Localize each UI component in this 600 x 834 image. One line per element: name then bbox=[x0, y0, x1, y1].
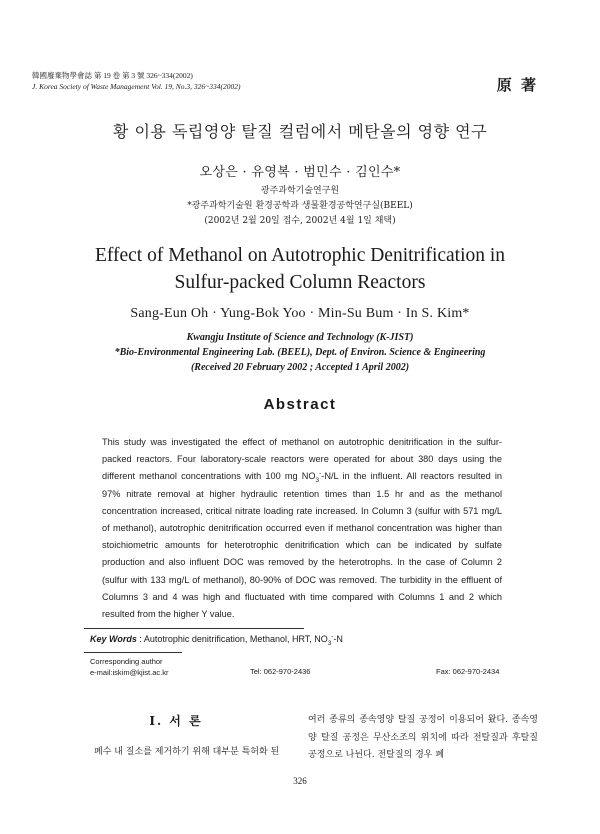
abstract-text-part-1: This study was investigated the effect of methanol on autotrophic denitrification in the sulfur-packed reactors. Four laboratory-scale reactors were operated for about 380 days using the different methanol concentrations with 100 mg NO bbox=[102, 437, 502, 482]
keywords-subscript: 3 bbox=[327, 639, 332, 647]
english-affiliations bbox=[0, 330, 600, 375]
korean-received: (2002년 2월 20일 접수, 2002년 4월 1일 채택) bbox=[204, 216, 396, 226]
english-title-line-2: Sulfur-packed Column Reactors bbox=[174, 272, 426, 293]
corresponding-fax: Fax: 062-970-2434 bbox=[436, 667, 500, 676]
keywords-superscript: - bbox=[331, 633, 334, 640]
abstract-heading: Abstract bbox=[263, 396, 337, 413]
english-authors: Sang-Eun Oh · Yung-Bok Yoo · Min-Su Bum · In S. Kim* bbox=[130, 306, 470, 321]
corresponding-tel: Tel: 062-970-2436 bbox=[250, 667, 311, 676]
english-title-line-1: Effect of Methanol on Autotrophic Denitrification in bbox=[94, 245, 506, 266]
korean-affiliation-1: 광주과학기술연구원 bbox=[260, 186, 340, 196]
abstract-body bbox=[102, 434, 502, 623]
korean-affiliations bbox=[0, 184, 600, 229]
section-1-left-column: 폐수 내 질소를 제거하기 위해 대부분 특허화 된 bbox=[94, 747, 280, 757]
english-affiliation-1: Kwangju Institute of Science and Technology (K-JIST) bbox=[186, 332, 414, 343]
english-affiliation-2: *Bio-Environmental Engineering Lab. (BEEL), Dept. of Environ. Science & Engineering bbox=[114, 347, 486, 358]
korean-authors: 오상은 · 유영복 · 범민수 · 김인수* bbox=[199, 165, 401, 180]
section-1-heading: Ⅰ. 서 론 bbox=[149, 714, 203, 728]
korean-title: 황 이용 독립영양 탈질 컬럼에서 메탄올의 영향 연구 bbox=[112, 122, 488, 141]
abstract-text-part-2: -N/L in the influent. All reactors resulted in 97% nitrate removal at higher hydraulic retention times than 1.5 hr and as the methanol concentration increased, critical nitrate loading rate increased. In Column 3 (sulfur with 571 mg/L of methanol), autotrophic denitrification occurred even if methanol concentration was higher than stoichiometric amounts for heterotrophic denitrification which can be indicated by sulfate production and also influent DOC was removed by the heterotrophs. In the case of Column 2 (sulfur with 133 mg/L of methanol), 80-90% of DOC was removed. The turbidity in the effluent of Columns 3 and 4 was high and fluctuated with time compared with Columns 1 and 2 which resulted from the higher Y value. bbox=[102, 471, 503, 620]
section-1-right-column: 여러 종류의 종속영양 탈질 공정이 이용되어 왔다. 종속영양 탈질 공정은 무산소조의 위치에 따라 전탈질과 후탈질 공정으로 나뉜다. 전탈질의 경우 폐 bbox=[308, 715, 538, 760]
keywords-text: : Autotrophic denitrification, Methanol, HRT, NO bbox=[139, 634, 328, 644]
page-number: 326 bbox=[293, 776, 307, 786]
corresponding-author-label: Corresponding author bbox=[90, 657, 163, 666]
abstract-subscript: 3 bbox=[315, 477, 320, 485]
english-received: (Received 20 February 2002 ; Accepted 1 April 2002) bbox=[190, 362, 410, 373]
footnote-corresponding bbox=[90, 656, 168, 678]
korean-affiliation-2: *광주과학기술원 환경공학과 생물환경공학연구실(BEEL) bbox=[187, 201, 413, 211]
journal-header bbox=[32, 70, 240, 92]
keywords-tail: -N bbox=[333, 634, 343, 644]
keywords-divider bbox=[84, 628, 304, 629]
journal-korean-line: 韓國廢棄物學會誌 第 19 卷 第 3 號 326~334(2002) bbox=[32, 71, 193, 80]
journal-english-line: J. Korea Society of Waste Management Vol. 19, No.3, 326~334(2002) bbox=[32, 82, 241, 91]
corresponding-email: e-mail:iskim@kjist.ac.kr bbox=[90, 668, 169, 677]
footnote-divider bbox=[84, 652, 182, 653]
keywords-label: Key Words bbox=[90, 634, 137, 644]
article-type-badge: 原 著 bbox=[496, 76, 538, 94]
english-title bbox=[0, 242, 600, 296]
keywords bbox=[90, 633, 343, 647]
abstract-superscript: - bbox=[319, 470, 322, 478]
